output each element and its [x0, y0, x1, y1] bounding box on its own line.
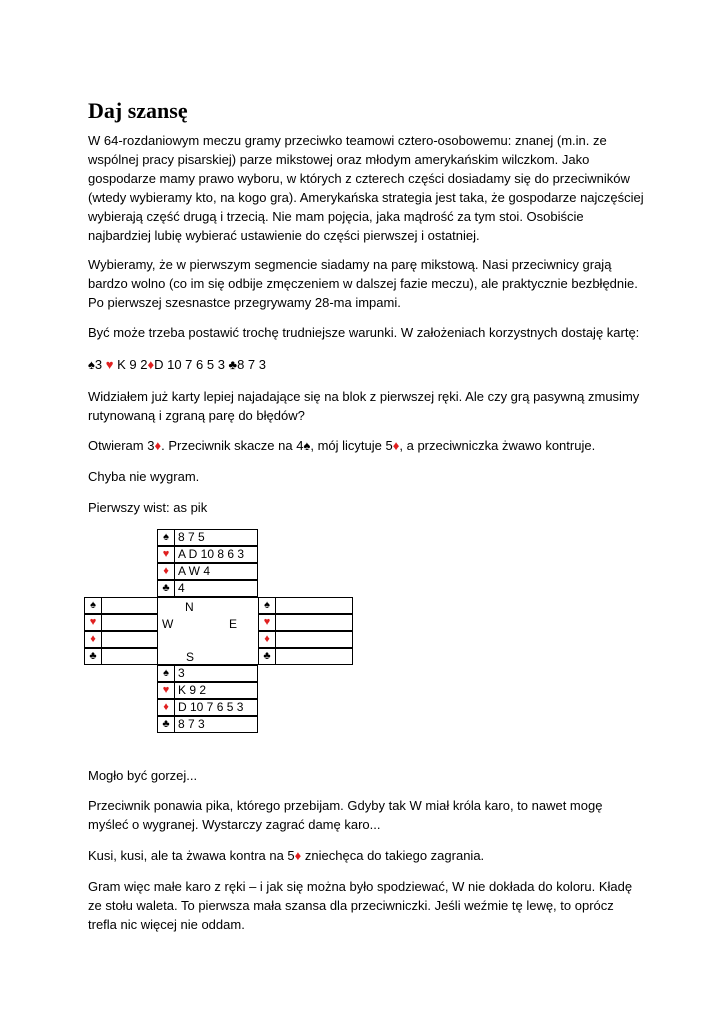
south-hearts: K 9 2 [174, 682, 258, 699]
west-diamond-icon: ♦ [84, 631, 102, 648]
north-spade-icon: ♠ [157, 529, 175, 546]
west-clubs [101, 648, 158, 665]
south-diamond-icon: ♦ [157, 699, 175, 716]
south-diamonds: D 10 7 6 5 3 [174, 699, 258, 716]
north-hearts: A D 10 8 6 3 [174, 546, 258, 563]
north-club-icon: ♣ [157, 580, 175, 597]
east-club-icon: ♣ [258, 648, 276, 665]
paragraph-play: Gram więc małe karo z ręki – i jak się można było spodziewać, W nie dokłada do koloru. Kładę ze stołu waleta. To pierwsza mała szansa dla przeciwniczki. Jeśli weźmie tę lewę, to oprócz trefla nic więcej nie oddam. [88, 879, 633, 932]
south-clubs: 8 7 3 [174, 716, 258, 733]
north-clubs: 4 [174, 580, 258, 597]
club-icon: ♣ [228, 357, 238, 372]
east-spade-icon: ♠ [258, 597, 276, 614]
bidding-text-2: . Przeciwnik skacze na 4 [161, 438, 304, 453]
north-diamonds: A W 4 [174, 563, 258, 580]
east-clubs [275, 648, 353, 665]
south-spades: 3 [174, 665, 258, 682]
west-diamonds [101, 631, 158, 648]
south-heart-icon: ♥ [157, 682, 175, 699]
west-hearts [101, 614, 158, 631]
hand-line [88, 355, 644, 374]
east-spades [275, 597, 353, 614]
paragraph-temptation [88, 846, 644, 865]
spade-icon: ♠ [88, 357, 95, 372]
paragraph-lead: Pierwszy wist: as pik [88, 500, 208, 515]
hand-diamonds: D 10 7 6 5 3 [154, 357, 229, 372]
paragraph-intro: W 64-rozdaniowym meczu gramy przeciwko teamowi cztero-osobowemu: znanej (m.in. ze wspólnej pracy pisarskiej) parze mikstowej oraz młodym amerykańskim wilczkom. Jako gospodarze mamy prawo wyboru, w których z czterech części dosiadamy się do przeciwników (wtedy wybieramy kto, na kogo gra). Amerykańska strategia jest taka, że gospodarze najczęściej wybierają część drugą i trzecią. Nie mam pojęcia, jaka mądrość za tym stoi. Osobiście najbardziej lubię wybierać ustawienie do części pierwszej i ostatniej. [88, 133, 644, 243]
south-club-icon: ♣ [157, 716, 175, 733]
south-spade-icon: ♠ [157, 665, 175, 682]
north-spades: 8 7 5 [174, 529, 258, 546]
north-diamond-icon: ♦ [157, 563, 175, 580]
temptation-text-2: zniechęca do takiego zagrania. [301, 848, 485, 863]
east-label: E [229, 617, 238, 631]
west-heart-icon: ♥ [84, 614, 102, 631]
south-label: S [186, 650, 195, 664]
compass-box [157, 597, 259, 665]
east-hearts [275, 614, 353, 631]
paragraph-prediction: Chyba nie wygram. [88, 469, 200, 484]
paragraph-ruff: Przeciwnik ponawia pika, którego przebijam. Gdyby tak W miał króla karo, to nawet mogę myśleć o wygranej. Wystarczy zagrać damę karo... [88, 798, 603, 832]
east-heart-icon: ♥ [258, 614, 276, 631]
diamond-icon: ♦ [147, 357, 155, 372]
spade-icon: ♠ [303, 438, 311, 453]
paragraph-conditions: Być może trzeba postawić trochę trudniejsze warunki. W założeniach korzystnych dostaję kartę: [88, 325, 640, 340]
diamond-icon: ♦ [154, 438, 162, 453]
north-label: N [185, 600, 194, 614]
heart-icon: ♥ [105, 357, 114, 372]
east-diamond-icon: ♦ [258, 631, 276, 648]
temptation-text-1: Kusi, kusi, ale ta żwawa kontra na 5 [88, 848, 295, 863]
hand-clubs: 8 7 3 [237, 357, 266, 372]
west-club-icon: ♣ [84, 648, 102, 665]
paragraph-bidding [88, 436, 644, 455]
hand-hearts: K 9 2 [113, 357, 148, 372]
article-title: Daj szansę [88, 98, 188, 123]
hand-spades: 3 [94, 357, 103, 372]
diamond-icon: ♦ [392, 438, 400, 453]
west-spade-icon: ♠ [84, 597, 102, 614]
bidding-text-4: , a przeciwniczka żwawo kontruje. [399, 438, 596, 453]
diamond-icon: ♦ [294, 848, 302, 863]
north-heart-icon: ♥ [157, 546, 175, 563]
west-label: W [162, 617, 174, 631]
paragraph-could-be-worse: Mogło być gorzej... [88, 768, 198, 783]
paragraph-question: Widziałem już karty lepiej najadające się na blok z pierwszej ręki. Ale czy grą pasywną zmusimy rutynowaną i zgraną parę do błędów? [88, 389, 640, 423]
paragraph-segment: Wybieramy, że w pierwszym segmencie siadamy na parę mikstową. Nasi przeciwnicy grają bardzo wolno (co im się odbije zmęczeniem w dalszej fazie meczu), ale praktycznie bezbłędnie. Po pierwszej szesnastce przegrywamy 28-ma impami. [88, 257, 638, 310]
bidding-text-3: , mój licytuje 5 [310, 438, 393, 453]
west-spades [101, 597, 158, 614]
bidding-text-1: Otwieram 3 [88, 438, 155, 453]
east-diamonds [275, 631, 353, 648]
